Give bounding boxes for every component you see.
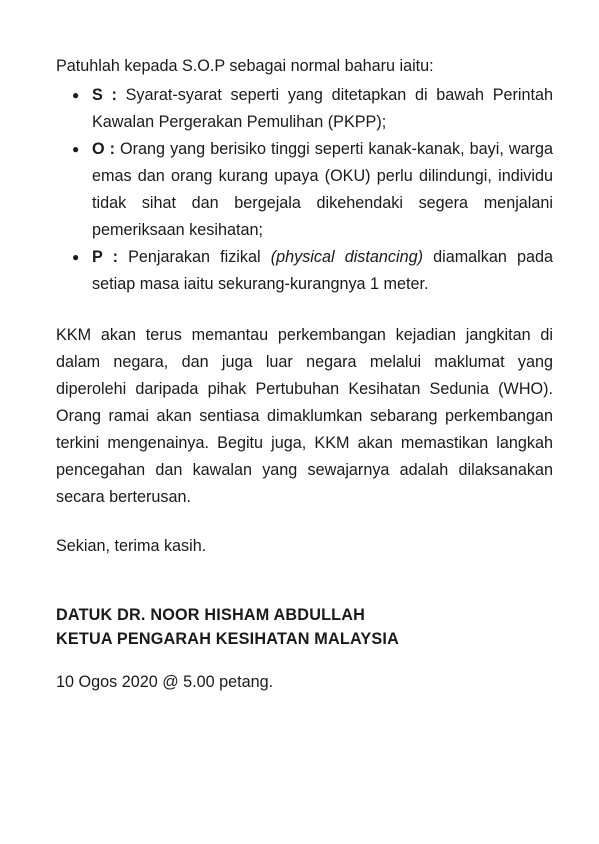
- sop-key: O :: [92, 140, 116, 158]
- bullet-icon: ●: [72, 88, 80, 102]
- bullet-icon: ●: [72, 142, 80, 156]
- press-statement-body: [56, 53, 553, 696]
- closing-line: Sekian, terima kasih.: [56, 537, 207, 555]
- sop-text: Syarat-syarat seperti yang ditetapkan di bawah Perintah Kawalan Pergerakan Pemulihan (PKPP);: [92, 86, 553, 131]
- sop-key: S :: [92, 86, 117, 104]
- sop-text-italic: (physical distancing): [270, 248, 423, 266]
- sop-list: [56, 82, 553, 298]
- sop-text: Penjarakan fizikal: [118, 248, 271, 266]
- signatory-title: KETUA PENGARAH KESIHATAN MALAYSIA: [56, 630, 399, 648]
- sop-intro: Patuhlah kepada S.O.P sebagai normal baharu iaitu:: [56, 57, 434, 75]
- sop-key: P :: [92, 248, 119, 266]
- sop-item-o: [56, 136, 553, 244]
- sop-text: Orang yang berisiko tinggi seperti kanak-kanak, bayi, warga emas dan orang kurang upaya (OKU) perlu dilindungi, individu tidak sihat dan bergejala dikehendaki segera menjalani pemeriksaan kesihatan;: [92, 140, 553, 239]
- bullet-icon: ●: [72, 250, 80, 264]
- statement-date: 10 Ogos 2020 @ 5.00 petang.: [56, 673, 274, 691]
- signature-block: [56, 603, 553, 651]
- sop-item-s: [56, 82, 553, 136]
- sop-text: diamalkan pada setiap masa iaitu sekurang-kurangnya 1 meter.: [92, 248, 553, 293]
- signatory-name: DATUK DR. NOOR HISHAM ABDULLAH: [56, 606, 366, 624]
- monitoring-paragraph: KKM akan terus memantau perkembangan kejadian jangkitan di dalam negara, dan juga luar negara melalui maklumat yang diperolehi daripada pihak Pertubuhan Kesihatan Sedunia (WHO). Orang ramai akan sentiasa dimaklumkan sebarang perkembangan terkini mengenainya. Begitu juga, KKM akan memastikan langkah pencegahan dan kawalan yang sewajarnya adalah dilaksanakan secara berterusan.: [56, 326, 553, 506]
- sop-item-p: [56, 244, 553, 298]
